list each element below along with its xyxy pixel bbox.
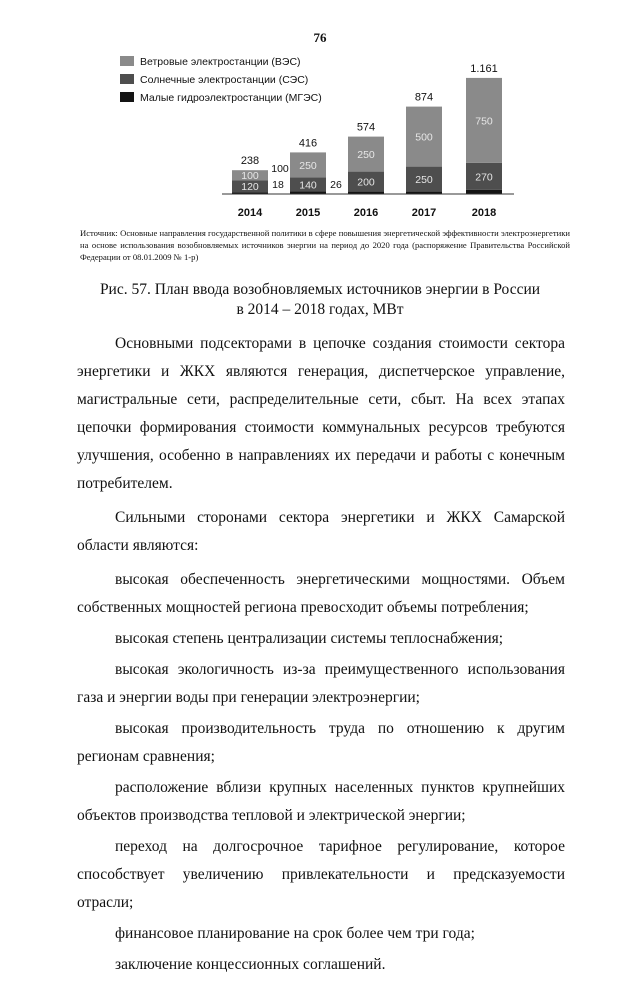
segment-label: 140: [299, 179, 317, 192]
x-tick-label: 2015: [295, 207, 321, 219]
paragraph-intro: Основными подсекторами в цепочке создания стоимости сектора энергетики и ЖКХ являются генерация, диспетчерское управление, магистральные сети, распределительные сети, сбыт. На всех этапах цепочки формирования стоимости коммунальных ресурсов требуются улучшения, особенно в направлениях их передачи и работы с конечным потребителем.: [77, 335, 565, 492]
segment-label: 750: [475, 115, 493, 128]
list-item: высокая обеспеченность энергетическими мощностями. Объем собственных мощностей региона превосходит объемы потребления;: [77, 571, 565, 616]
segment-label: 270: [475, 171, 493, 184]
renewables-bar-chart: [110, 48, 540, 228]
paragraph-strengths-heading: Сильными сторонами сектора энергетики и ЖКХ Самарской области являются:: [77, 509, 565, 554]
side-label: 26: [330, 179, 342, 191]
body-text: [77, 330, 565, 982]
figure-caption: [70, 280, 570, 320]
x-tick-label: 2016: [353, 207, 379, 219]
list-item: высокая экологичность из-за преимущественного использования газа и энергии воды при генерации электроэнергии;: [77, 661, 565, 706]
side-label: 100: [271, 163, 289, 175]
list-item: высокая производительность труда по отношению к другим регионам сравнения;: [77, 720, 565, 765]
total-label: 416: [298, 137, 318, 150]
segment-label: 500: [415, 131, 433, 144]
legend-label: Солнечные электростанции (СЭС): [140, 74, 309, 86]
x-tick-label: 2014: [237, 207, 263, 219]
list-item: финансовое планирование на срок более чем три года;: [115, 925, 475, 942]
page-number: 76: [313, 30, 327, 45]
total-label: 1.161: [470, 62, 498, 75]
list-item: переход на долгосрочное тарифное регулирование, которое способствует увеличению привлекательности и предсказуемости отрасли;: [77, 838, 565, 911]
bar-segment: [466, 190, 502, 194]
list-item: расположение вблизи крупных населенных пунктов крупнейших объектов производства тепловой и электрической энергии;: [77, 779, 565, 824]
legend-swatch: [120, 74, 134, 84]
segment-label: 100: [241, 170, 259, 183]
segment-label: 250: [357, 149, 375, 162]
x-tick-label: 2017: [411, 207, 437, 219]
total-label: 238: [240, 155, 260, 168]
list-item: заключение концессионных соглашений.: [115, 956, 386, 973]
source-note: Источник: Основные направления государственной политики в сфере повышения энергетической эффективности электроэнергетики на основе использования возобновляемых источников энергии на период до 2020 года (распоряжение Правительства Российской Федерации от 08.01.2009 № 1-р): [80, 228, 570, 262]
legend-label: Малые гидроэлектростанции (МГЭС): [140, 92, 322, 104]
caption-line-2: в 2014 – 2018 годах, МВт: [236, 301, 404, 318]
legend-swatch: [120, 92, 134, 102]
segment-label: 250: [299, 159, 317, 172]
segment-label: 250: [415, 174, 433, 187]
segment-label: 200: [357, 176, 375, 189]
legend-swatch: [120, 56, 134, 66]
total-label: 874: [414, 91, 434, 104]
caption-line-1: Рис. 57. План ввода возобновляемых источников энергии в России: [99, 281, 541, 298]
x-tick-label: 2018: [471, 207, 497, 219]
list-item: высокая степень централизации системы теплоснабжения;: [115, 630, 504, 647]
segment-label: 120: [241, 181, 259, 194]
legend-label: Ветровые электростанции (ВЭС): [140, 56, 301, 68]
total-label: 574: [356, 121, 376, 134]
side-label: 18: [272, 179, 284, 191]
